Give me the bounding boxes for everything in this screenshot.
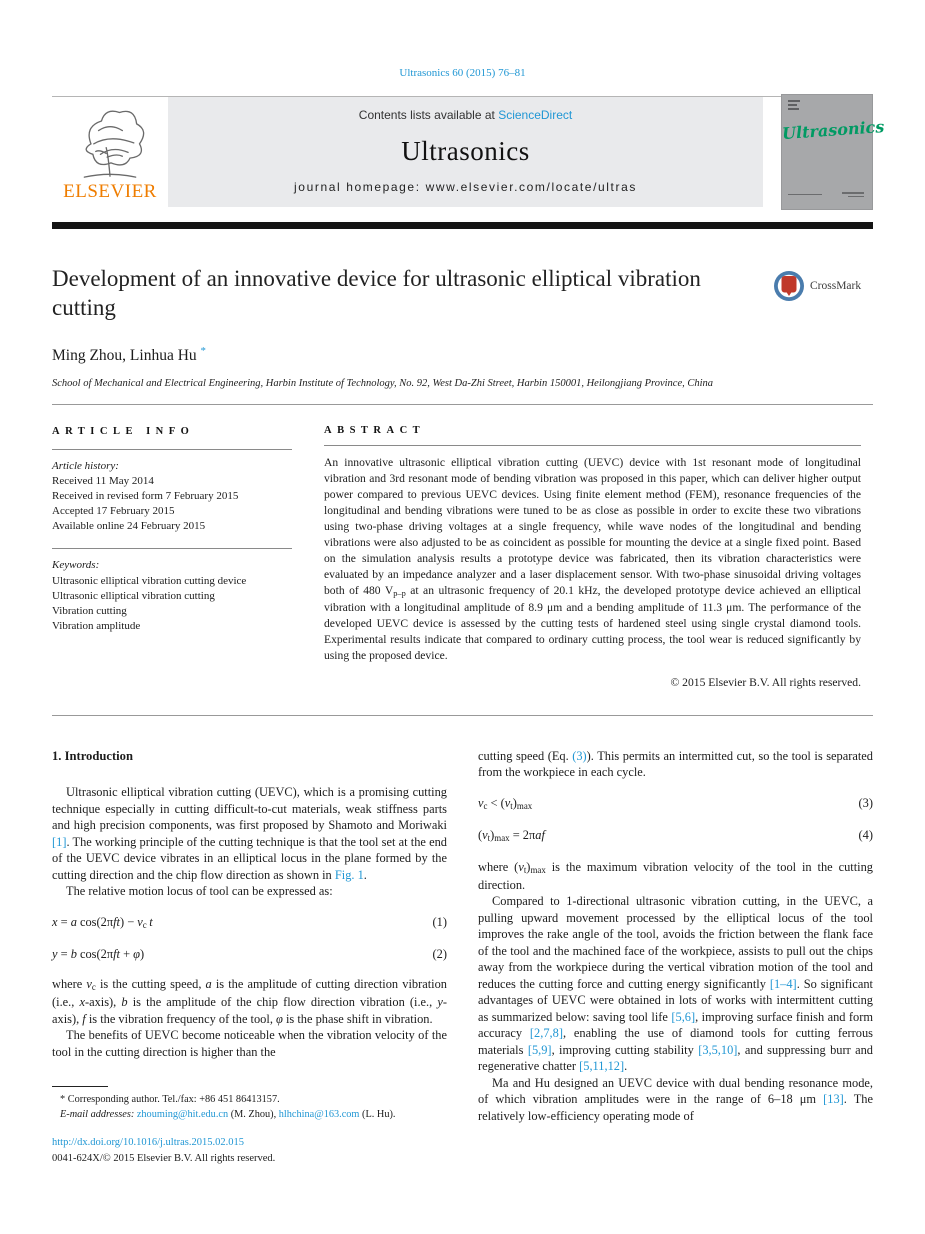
keyword-item: Vibration amplitude (52, 620, 141, 633)
history-item: Available online 24 February 2015 (52, 520, 206, 533)
contents-prefix: Contents lists available at (358, 108, 499, 122)
paper-title: Development of an innovative device for ultrasonic elliptical vibration cutting (52, 266, 701, 320)
footnote-rule (52, 1086, 108, 1087)
cover-bottom-right-text (842, 190, 864, 197)
authors-line: Ming Zhou, Linhua Hu * (52, 344, 206, 365)
history-label: Article history: (52, 459, 119, 472)
sciencedirect-link[interactable]: ScienceDirect (498, 108, 573, 122)
equation-body: y = b cos(2πft + φ) (52, 946, 145, 961)
paragraph: The relative motion locus of tool can be expressed as: (66, 884, 333, 899)
equation-1 (52, 914, 447, 932)
equation-body: x = a $\cos(2\pi ft) - v_c$ t (52, 914, 153, 930)
journal-cover-thumbnail (781, 94, 885, 210)
paragraph: Ma and Hu designed an UEVC device with dual bending resonance mode, of which vibration amplitudes were in the range of 6–18 μm [13]. The relatively low-efficiency operating mode of (478, 1075, 873, 1123)
abstract-column (324, 425, 873, 688)
elsevier-wordmark: ELSEVIER (63, 181, 157, 202)
abstract-rule (324, 445, 861, 446)
email-addresses-note: E-mail addresses: zhouming@hit.edu.cn (M. Zhou), hlhchina@163.com (L. Hu). (60, 1108, 396, 1120)
contents-line (359, 108, 572, 122)
equation-number: (3) (858, 795, 873, 810)
keyword-item: Ultrasonic elliptical vibration cutting (52, 589, 215, 602)
abstract-text: An innovative ultrasonic elliptical vibration cutting (UEVC) device with 1st resonant mode of longitudinal vibration and 3rd resonant mode of bending vibration was proposed in this paper, which can deliver higher output power compared to previous UEVC devices. Using finite element method (FEM), resonance frequencies of the longitudinal and bending vibrations were tuned to be as close as possible in order to excite these two vibrations using two-phase driving voltages at a single frequency, while wave nodes of the longitudinal and bending vibrations were also adjusted to be as coincident as possible for mounting the device at a single fixed point. Based on the simulation analysis results a prototype device was fabricated, then its vibration characteristics were evaluated by an impedance analyzer and a laser displacement sensor. With two-phase sinusoidal driving voltages both of 480 $V_{p-p}$ at an ultrasonic frequency of 20.1 kHz, the developed prototype device achieved an elliptical vibration with a longitudinal amplitude of 8.9 μm and a bending amplitude of 11.3 μm. The performance of the developed UEVC device is assessed by the cutting tests of hardened steel using single crystal diamond tools. Experimental results indicate that compared to ordinary cutting process, the tool wear is reduced significantly by using the proposed device. (324, 456, 861, 662)
abstract-divider (52, 715, 873, 716)
section-heading-introduction: 1. Introduction (52, 748, 133, 763)
equation-4 (478, 827, 873, 845)
info-rule (52, 449, 292, 450)
doi-link[interactable]: http://dx.doi.org/10.1016/j.ultras.2015.02.015 (52, 1137, 245, 1148)
equation-2 (52, 946, 447, 963)
article-info-heading: ARTICLE INFO (52, 426, 195, 438)
journal-header (52, 96, 885, 229)
paragraph: Compared to 1-directional ultrasonic vibration cutting, in the UEVC, a pulling upward movement processed by the elliptical locus of the tool improves the rake angle of the tool, avoids the friction between the flank face of the tool and the machined face of the workpiece, assists to pull out the chips away from the workpiece during the vertical vibration motion of the tool and reduces the cutting force and cutting energy significantly [1–4]. So significant advantages of UEVC were obtained in lots of works with intermittent cutting as summarized below: saving tool life [5,6], improving surface finish and form accuracy [2,7,8], enabling the use of diamond tools for cutting ferrous materials [5,9], improving cutting stability [3,5,10], and suppressing burr and regenerative chatter [5,11,12]. (478, 894, 874, 1074)
paragraph: where $v_c$ is the cutting speed, a is the amplitude of cutting direction vibration (i.e., x-axis), b is the amplitude of the chip flow direction vibration (i.e., y-axis), f is the vibration frequency of the tool, φ is the phase shift in vibration. (52, 977, 447, 1026)
info-rule (52, 548, 292, 549)
crossmark-badge[interactable] (773, 269, 873, 303)
equation-3 (478, 795, 873, 813)
crossmark-icon (773, 270, 805, 302)
history-item: Accepted 17 February 2015 (52, 505, 175, 518)
body-left-column (52, 748, 447, 1125)
keywords-label: Keywords: (52, 559, 100, 572)
journal-homepage-link[interactable]: journal homepage: www.elsevier.com/locate/ultras (294, 180, 637, 194)
equation-body: $(v_t)_{max} = 2\pi af$ (478, 827, 545, 843)
abstract-copyright: © 2015 Elsevier B.V. All rights reserved. (670, 675, 861, 689)
article-info-column (52, 425, 292, 688)
journal-banner (168, 97, 763, 207)
equation-number: (1) (432, 914, 447, 929)
equation-number: (4) (858, 827, 873, 842)
journal-citation: Ultrasonics 60 (2015) 76–81 (399, 67, 526, 79)
abstract-heading: ABSTRACT (324, 425, 426, 437)
journal-title: Ultrasonics (401, 135, 530, 166)
footer-identifiers (52, 1135, 275, 1167)
issn-copyright-line: 0041-624X/© 2015 Elsevier B.V. All rights reserved. (52, 1152, 276, 1164)
equation-number: (2) (432, 946, 447, 961)
history-item: Received in revised form 7 February 2015 (52, 489, 239, 502)
history-item: Received 11 May 2014 (52, 474, 154, 487)
body-right-column (478, 748, 873, 1125)
cover-top-text (788, 100, 800, 112)
title-divider (52, 404, 873, 405)
keyword-item: Ultrasonic elliptical vibration cutting device (52, 574, 247, 587)
equation-body: $v_c < (v_t)_{max}$ (478, 795, 533, 811)
header-black-bar (52, 222, 873, 229)
keyword-item: Vibration cutting (52, 604, 127, 617)
corresponding-author-note: * Corresponding author. Tel./fax: +86 451 86413157. (60, 1094, 280, 1105)
paragraph: The benefits of UEVC become noticeable when the vibration velocity of the tool in the cutting direction is higher than the (52, 1028, 447, 1059)
paragraph: where $(v_t)_{max}$ is the maximum vibration velocity of the tool in the cutting direction. (478, 859, 873, 892)
footnote-block (52, 1086, 456, 1123)
elsevier-tree-icon (67, 102, 153, 180)
elsevier-logo (52, 97, 168, 210)
paragraph: cutting speed (Eq. (3)). This permits an intermitted cut, so the tool is separated from the workpiece in each cycle. (478, 748, 873, 780)
cover-bottom-left-text (788, 194, 822, 196)
affiliation-line: School of Mechanical and Electrical Engineering, Harbin Institute of Technology, No. 92, West Da-Zhi Street, Harbin 150001, Heilongjiang Province, China (52, 378, 714, 390)
cover-journal-name: Ultrasonics (781, 117, 885, 144)
crossmark-label: CrossMark (810, 280, 862, 292)
paragraph: Ultrasonic elliptical vibration cutting (UEVC), which is a promising cutting technique especially in cutting difficult-to-cut materials, weak stiffness parts and high precision components, was first proposed by Shamoto and Moriwaki [1]. The working principle of the cutting technique is that the tool set at the end of the UEVC device vibrates in an elliptical locus in the plane formed by the cutting direction and the chip flow direction as shown in Fig. 1. (52, 785, 447, 882)
